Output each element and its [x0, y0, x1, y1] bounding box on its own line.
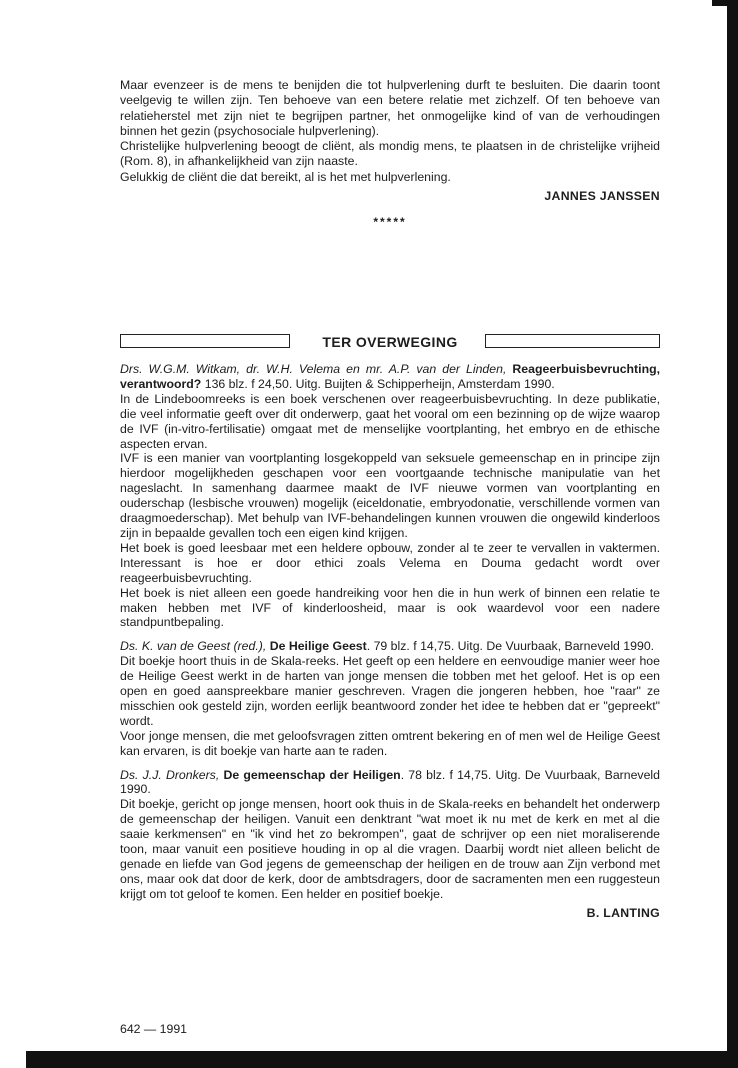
review-paragraph: Dit boekje, gericht op jonge mensen, hoort ook thuis in de Skala-reeks en behandelt het onderwerp de gemeenschap der heiligen. Vanuit een denktrant "wat moet ik nu met de kerk en met al die saaie kerkmensen" en "ik vind het zo bekrompen", gaat de schrijver op een niet moraliserende toon, maar vanuit een positieve houding in op al die vragen. Daarbij wordt niet alleen belicht de genade en liefde van God jegens de gemeenschap der heiligen en de trouw aan Zijn verbond met ons, maar ook dat door de kerk, door de ambtsdragers, door de sacramenten men een ruggesteun krijgt om tot geloof te komen. Een helder en positief boekje.: [120, 797, 660, 901]
reviewer-signature: B. LANTING: [586, 905, 660, 920]
article-paragraph: Maar evenzeer is de mens te benijden die tot hulpverlening durft te besluiten. Die daarin toont veelgevig te willen zijn. Ten behoeve van een betere relatie met zichzelf. Of ten behoeve van relatieherstel met zijn niet te begrijpen partner, het onmogelijke kind of van de verhoudingen binnen het gezin (psychosociale hulpverlening).: [120, 78, 660, 138]
article-paragraph: Gelukkig de cliënt die dat bereikt, al is het met hulpverlening.: [120, 169, 451, 184]
review-paragraph: Dit boekje hoort thuis in de Skala-reeks. Het geeft op een heldere en eenvoudige manier weer hoe de Heilige Geest werkt in de harten van jonge mensen die tobben met het geloof. Het is op een open en goed aanspreekbare manier geschreven. Vragen die jongeren hebben, hoe "raar" ze misschien ook gesteld zijn, worden eerlijk beantwoord zonder het idee te hebben dat er "gepreekt" wordt.: [120, 654, 660, 728]
review-paragraph: Het boek is goed leesbaar met een heldere opbouw, zonder al te zeer te vervallen in vaktermen. Interessant is hoe er door ethici zoals Velema en Douma gedacht wordt over reageerbuisbevruchting.: [120, 540, 660, 585]
article-paragraph: Christelijke hulpverlening beoogt de cliënt, als mondig mens, te plaatsen in de christelijke vrijheid (Rom. 8), in afhankelijkheid van zijn naaste.: [120, 139, 660, 169]
section-header: [120, 332, 660, 354]
page-footer: 642 — 1991: [120, 1022, 188, 1036]
review-paragraph: Het boek is niet alleen een goede handreiking voor hen die in hun werk of binnen een relatie te maken hebben met IVF of kinderloosheid, maar is ook waardevol voor een nadere standpuntbepaling.: [120, 585, 660, 630]
review-details: . 78 blz. f 14,75. Uitg. De Vuurbaak, Barneveld 1990.: [120, 767, 660, 797]
book-review: [120, 362, 660, 630]
header-decoration-box-right: [485, 334, 660, 348]
review-paragraph: In de Lindeboomreeks is een boek verschenen over reageerbuisbevruchting. In deze publikatie, die veel informatie geeft over dit onderwerp, gaat het vooral om een bezinning op de wijze waarop de IVF (in-vitro-fertilisatie) omgaat met de menselijke voortplanting, het embryo en de ethische aspecten ervan.: [120, 391, 660, 451]
scan-edge-right: [727, 0, 738, 1068]
section-separator: *****: [373, 215, 407, 230]
review-authors: Ds. J.J. Dronkers,: [120, 767, 220, 782]
author-signature: JANNES JANSSEN: [544, 189, 660, 204]
review-details: 136 blz. f 24,50. Uitg. Buijten & Schipperheijn, Amsterdam 1990.: [204, 376, 555, 391]
review-citation: [120, 639, 660, 654]
review-citation: [120, 362, 660, 392]
review-details: . 79 blz. f 14,75. Uitg. De Vuurbaak, Barneveld 1990.: [366, 639, 655, 654]
review-paragraph: Voor jonge mensen, die met geloofsvragen zitten omtrent bekering en of men wel de Heilige Geest kan ervaren, is dit boekje van harte aan te raden.: [120, 728, 660, 758]
book-reviews: [120, 362, 660, 930]
review-book-title: De gemeenschap der Heiligen: [223, 767, 401, 782]
review-authors: Ds. K. van de Geest (red.),: [120, 639, 267, 654]
scan-edge-bottom: [26, 1051, 738, 1068]
book-review: [120, 639, 660, 758]
review-book-title: Reageerbuisbevruchting, verantwoord?: [120, 362, 661, 391]
review-book-title: De Heilige Geest: [269, 639, 367, 654]
review-citation: [120, 768, 660, 798]
article-continuation: [120, 78, 660, 231]
book-review: [120, 768, 660, 921]
section-title: TER OVERWEGING: [322, 334, 458, 350]
review-authors: Drs. W.G.M. Witkam, dr. W.H. Velema en mr. A.P. van der Linden,: [120, 362, 507, 376]
review-paragraph: IVF is een manier van voortplanting losgekoppeld van seksuele gemeenschap en in principe zijn hierdoor mogelijkheden geschapen voor een voortgaande technische manipulatie van het nageslacht. In samenhang daarmee maakt de IVF nieuwe vormen van voortplanting en ouderschap (lesbische vrouwen) mogelijk (eiceldonatie, embryodonatie, verschillende vormen van draagmoederschap). Met behulp van IVF-behandelingen kunnen vrouwen die ongewild kinderloos zijn in bepaalde gevallen toch een eigen kind krijgen.: [120, 451, 660, 540]
